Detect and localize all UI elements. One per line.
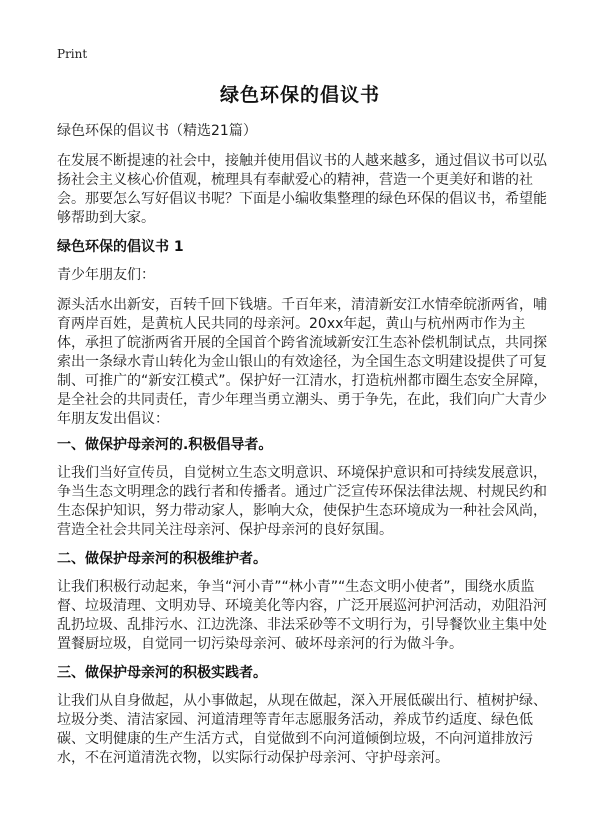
paragraph-1: 源头活水出新安，百转千回下钱塘。千百年来，清清新安江水情牵皖浙两省，哺育两岸百姓，是黄杭人民共同的母亲河。20xx年起，黄山与杭州两市作为主体，承担了皖浙两省开展的全国首个跨省流域新安江生态补偿机制试点，共同探索出一条绿水青山转化为金山银山的有效途径，为全国生态文明建设提供了可复制、可推广的“新安江模式”。保护好一江清水，打造杭州都市圈生态安全屏障，是全社会的共同责任，青少年理当勇立潮头、勇于争先，在此，我们向广大青少年朋友发出倡议： [57,297,548,427]
heading-advocate: 一、做保护母亲河的.积极倡导者。 [57,437,273,453]
heading-practitioner: 三、做保护母亲河的积极实践者。 [57,665,267,681]
print-label[interactable]: Print [57,47,88,61]
page-title: 绿色环保的倡议书 [219,84,380,106]
document-subtitle: 绿色环保的倡议书（精选21篇） [57,123,257,139]
paragraph-3: 让我们积极行动起来，争当“河小青”“林小青”“生态文明小使者”，围绕水质监督、垃圾清理、文明劝导、环境美化等内容，广泛开展巡河护河活动，劝阻沿河乱扔垃圾、乱排污水、江边洗涤、非法采砂等不文明行为，引导餐饮业主集中处置餐厨垃圾，自觉同一切污染母亲河、破坏母亲河的行为做斗争。 [57,579,547,652]
section-heading: 绿色环保的倡议书 1 [57,239,184,255]
greeting: 青少年朋友们： [57,267,155,283]
intro-paragraph: 在发展不断提速的社会中，接触并使用倡议书的人越来越多，通过倡议书可以弘扬社会主义核心价值观，梳理具有奉献爱心的精神，营造一个更美好和谐的社会。那要怎么写好倡议书呢？下面是小编收集整理的绿色环保的倡议书，希望能够帮助到大家。 [57,153,547,226]
paragraph-4: 让我们从自身做起，从小事做起，从现在做起，深入开展低碳出行、植树护绿、垃圾分类、清洁家园、河道清理等青年志愿服务活动，养成节约适度、绿色低碳、文明健康的生产生活方式，自觉做到不向河道倾倒垃圾，不向河道排放污水，不在河道清洗衣物，以实际行动保护母亲河、守护母亲河。 [57,693,547,766]
heading-defender: 二、做保护母亲河的积极维护者。 [57,551,267,567]
paragraph-2: 让我们当好宣传员，自觉树立生态文明意识、环境保护意识和可持续发展意识，争当生态文明理念的践行者和传播者。通过广泛宣传环保法律法规、村规民约和生态保护知识，努力带动家人，影响大众，使保护生态环境成为一种社会风尚，营造全社会共同关注母亲河、保护母亲河的良好氛围。 [57,465,547,538]
